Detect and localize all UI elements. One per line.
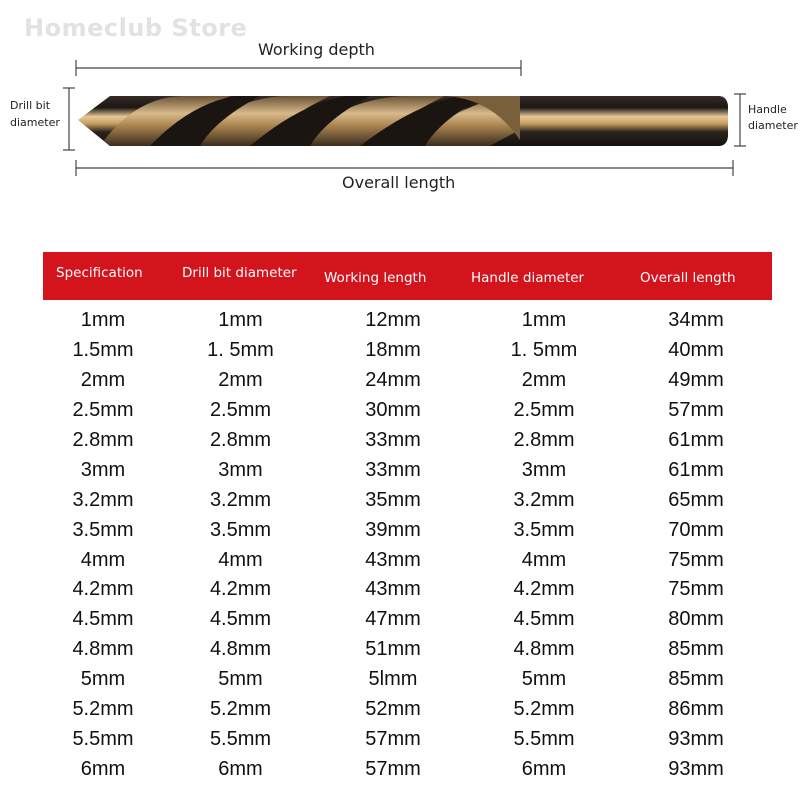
cell-handle-diameter: 5.5mm <box>513 727 575 750</box>
cell-handle-diameter: 3mm <box>521 458 567 481</box>
cell-working-length: 57mm <box>365 727 421 750</box>
table-row <box>43 396 772 426</box>
cell-overall-length: 85mm <box>668 668 724 691</box>
cell-specification: 3mm <box>80 458 126 481</box>
table-row <box>43 336 772 366</box>
cell-overall-length: 80mm <box>668 608 724 631</box>
cell-drill-bit-diameter: 3.5mm <box>209 518 272 541</box>
table-row <box>43 366 772 396</box>
cell-specification: 3.2mm <box>72 488 134 511</box>
cell-specification: 2.8mm <box>72 429 134 451</box>
table-header <box>43 252 772 300</box>
drill-bit-diameter-label: Drill bit diameter <box>10 99 60 129</box>
cell-handle-diameter: 3.5mm <box>513 518 575 541</box>
cell-handle-diameter: 1mm <box>521 309 567 332</box>
cell-working-length: 24mm <box>365 369 421 392</box>
cell-specification: 4.2mm <box>72 578 134 601</box>
cell-working-length: 12mm <box>365 309 421 332</box>
table-row <box>43 754 772 784</box>
header-overall-length: Overall length <box>640 269 736 286</box>
specification-table <box>43 252 772 784</box>
cell-working-length: 39mm <box>365 518 421 541</box>
cell-working-length: 43mm <box>365 548 421 571</box>
cell-specification: 4.5mm <box>72 608 134 631</box>
drill-bit-diagram <box>0 0 800 230</box>
overall-length-label: Overall length <box>342 173 456 192</box>
cell-handle-diameter: 2.5mm <box>513 399 575 422</box>
cell-handle-diameter: 4.2mm <box>513 578 575 601</box>
cell-working-length: 18mm <box>365 339 421 362</box>
table-row <box>43 455 772 485</box>
cell-drill-bit-diameter: 6mm <box>218 757 263 780</box>
cell-specification: 5mm <box>80 668 126 691</box>
cell-specification: 2.5mm <box>72 399 134 422</box>
cell-working-length: 30mm <box>365 399 421 422</box>
cell-drill-bit-diameter: 1mm <box>218 309 263 332</box>
table-row <box>43 635 772 665</box>
cell-drill-bit-diameter: 2.5mm <box>209 399 272 422</box>
cell-overall-length: 40mm <box>668 339 724 362</box>
working-depth-label: Working depth <box>258 40 375 59</box>
cell-working-length: 33mm <box>365 429 421 451</box>
header-drill-bit-diameter: Drill bit diameter <box>182 265 297 281</box>
drill-bit-illustration <box>0 0 800 230</box>
cell-specification: 3.5mm <box>72 518 134 541</box>
cell-specification: 2mm <box>80 369 126 392</box>
cell-drill-bit-diameter: 4.2mm <box>209 578 272 601</box>
handle-diameter-label: Handle diameter <box>748 103 798 132</box>
cell-handle-diameter: 3.2mm <box>513 488 575 511</box>
cell-drill-bit-diameter: 3.2mm <box>209 488 272 511</box>
cell-working-length: 35mm <box>365 488 421 511</box>
cell-working-length: 5lmm <box>368 668 418 691</box>
cell-specification: 1mm <box>80 309 126 332</box>
cell-handle-diameter: 4mm <box>521 548 567 571</box>
header-working-length: Working length <box>324 269 427 286</box>
table-row <box>43 605 772 635</box>
cell-specification: 4mm <box>80 548 126 571</box>
cell-specification: 5.2mm <box>72 698 134 721</box>
cell-working-length: 47mm <box>365 608 421 631</box>
cell-overall-length: 65mm <box>668 488 724 511</box>
table-row <box>43 545 772 575</box>
table-row <box>43 306 772 336</box>
cell-drill-bit-diameter: 5.2mm <box>209 698 272 721</box>
table-row <box>43 515 772 545</box>
cell-drill-bit-diameter: 2mm <box>218 369 263 392</box>
cell-specification: 1.5mm <box>72 339 134 362</box>
cell-overall-length: 70mm <box>668 518 724 541</box>
cell-drill-bit-diameter: 4.5mm <box>209 608 272 631</box>
header-handle-diameter: Handle diameter <box>471 269 585 286</box>
cell-overall-length: 75mm <box>668 578 724 601</box>
cell-drill-bit-diameter: 4.8mm <box>209 638 272 661</box>
cell-overall-length: 34mm <box>668 309 724 332</box>
cell-drill-bit-diameter: 4mm <box>218 548 263 571</box>
table-row <box>43 485 772 515</box>
cell-working-length: 33mm <box>365 458 421 481</box>
cell-overall-length: 93mm <box>668 757 724 780</box>
cell-overall-length: 57mm <box>668 399 724 422</box>
cell-handle-diameter: 2.8mm <box>513 429 575 451</box>
table-row <box>43 665 772 695</box>
cell-drill-bit-diameter: 2.8mm <box>209 429 272 451</box>
cell-drill-bit-diameter: 5mm <box>218 668 263 691</box>
cell-handle-diameter: 5.2mm <box>513 698 575 721</box>
cell-handle-diameter: 4.8mm <box>513 638 575 661</box>
cell-working-length: 51mm <box>365 638 421 661</box>
cell-overall-length: 86mm <box>668 698 724 721</box>
drill-bit-body <box>70 94 740 148</box>
cell-overall-length: 93mm <box>668 727 724 750</box>
table-row <box>43 695 772 725</box>
cell-handle-diameter: 2mm <box>521 369 567 392</box>
cell-working-length: 57mm <box>365 757 421 780</box>
header-specification: Specification <box>56 265 143 281</box>
store-watermark: Homeclub Store <box>24 14 248 42</box>
cell-specification: 4.8mm <box>72 638 134 661</box>
cell-overall-length: 61mm <box>668 429 724 451</box>
table-body <box>43 300 772 784</box>
cell-specification: 5.5mm <box>72 727 134 750</box>
cell-overall-length: 85mm <box>668 638 724 661</box>
working-depth-dimension <box>76 60 521 76</box>
cell-handle-diameter: 6mm <box>521 757 567 780</box>
cell-handle-diameter: 4.5mm <box>513 608 575 631</box>
cell-working-length: 43mm <box>365 578 421 601</box>
cell-overall-length: 75mm <box>668 548 724 571</box>
table-row <box>43 575 772 605</box>
cell-drill-bit-diameter: 3mm <box>218 458 263 481</box>
cell-overall-length: 49mm <box>668 369 724 392</box>
cell-overall-length: 61mm <box>668 458 724 481</box>
cell-working-length: 52mm <box>365 698 421 721</box>
cell-handle-diameter: 1. 5mm <box>510 339 578 362</box>
cell-handle-diameter: 5mm <box>521 668 567 691</box>
cell-drill-bit-diameter: 5.5mm <box>209 727 272 750</box>
cell-drill-bit-diameter: 1. 5mm <box>207 339 274 362</box>
handle-diameter-dimension <box>734 94 746 146</box>
table-row <box>43 426 772 456</box>
table-row <box>43 724 772 754</box>
cell-specification: 6mm <box>80 757 126 780</box>
